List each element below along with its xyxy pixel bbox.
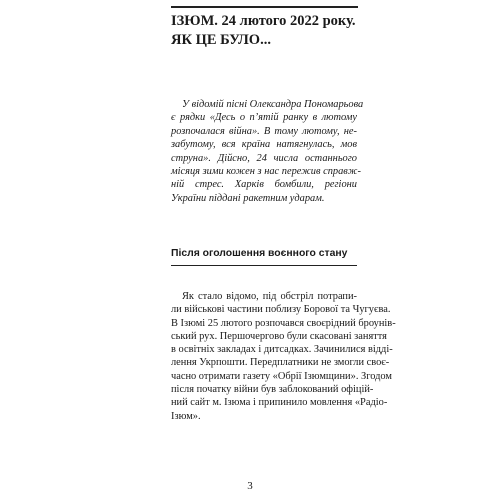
epigraph-line: є рядки «Десь о п’ятій ранку в лютому (171, 112, 357, 124)
section-heading: Після оголошення воєнного стану (171, 247, 357, 266)
page-number: 3 (247, 480, 253, 492)
epigraph-line: України піддані ракетним ударам. (171, 192, 325, 204)
body-paragraph (171, 290, 396, 423)
body-line: В Ізюмі 25 лютого розпочався своєрідний броунів- (171, 317, 396, 329)
epigraph-line: струна». Дійсно, 24 числа останнього (171, 152, 357, 164)
body-line: Ізюм». (171, 410, 201, 422)
epigraph-line: розпочалася війна». В тому лютому, не- (171, 125, 357, 137)
chapter-title-line: ЯК ЦЕ БУЛО... (171, 32, 271, 48)
epigraph-line: забутому, вся країна натягнулась, мов (171, 139, 357, 151)
body-line: Як стало відомо, під обстріл потрапи- (182, 291, 357, 302)
top-rule (171, 6, 358, 8)
epigraph-line: ній стрес. Харків бомбили, регіони (171, 179, 357, 191)
epigraph-line: У відомій пісні Олександра Пономарьова (182, 99, 364, 110)
body-line: після початку війни був заблокований офіцій- (171, 384, 374, 396)
epigraph-line: місяця зими кожен з нас пережив справж- (171, 166, 361, 178)
body-line: часно отримати газету «Обрії Ізюмщини». Згодом (171, 370, 392, 382)
body-line: ли військові частини поблизу Борової та Чугуєва. (171, 304, 391, 316)
chapter-title (171, 12, 371, 50)
chapter-title-line: ІЗЮМ. 24 лютого 2022 року. (171, 13, 356, 29)
body-line: ний сайт м. Ізюма і припинило мовлення «Радіо- (171, 397, 388, 409)
epigraph (171, 98, 364, 205)
body-line: ський рух. Першочергово були скасовані заняття (171, 330, 387, 342)
body-line: в освітніх закладах і дитсадках. Зачинилися відді- (171, 344, 393, 356)
body-line: лення Укрпошти. Передплатники не змогли своє- (171, 357, 390, 369)
